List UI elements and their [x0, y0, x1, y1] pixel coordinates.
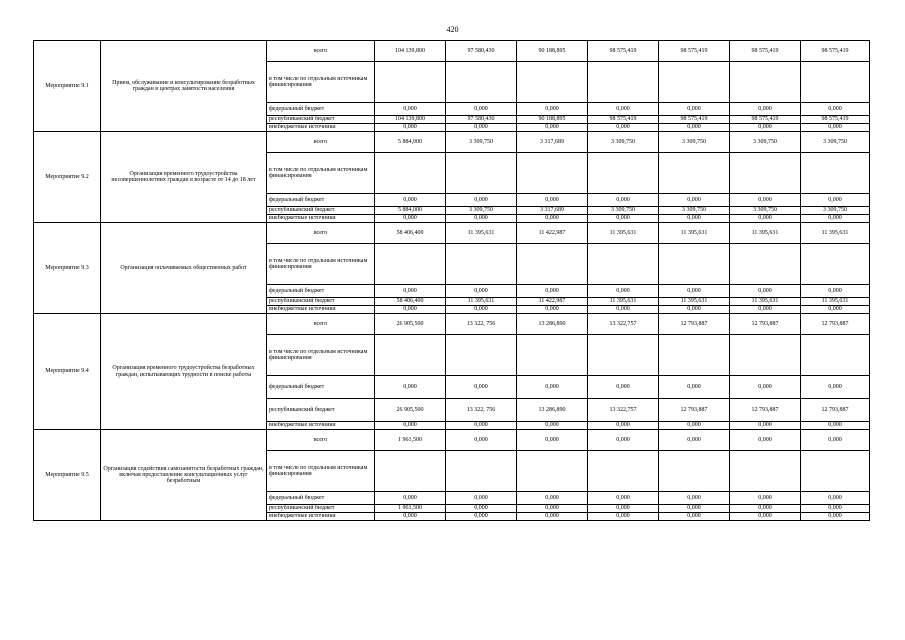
- amount-cell: 98 575,419: [730, 116, 801, 124]
- amount-cell: 0,000: [801, 430, 870, 451]
- amount-cell: 13 286,890: [517, 314, 588, 335]
- amount-cell: 0,000: [446, 492, 517, 505]
- funding-source-label: всего: [267, 223, 375, 244]
- amount-cell: 3 309,750: [801, 207, 870, 215]
- amount-cell: 0,000: [446, 103, 517, 116]
- table-row: [34, 430, 870, 451]
- amount-cell: 90 188,895: [517, 116, 588, 124]
- empty-cell: [659, 244, 730, 285]
- amount-cell: 0,000: [446, 306, 517, 314]
- amount-cell: 12 793,887: [801, 314, 870, 335]
- amount-cell: 13 322, 756: [446, 314, 517, 335]
- amount-cell: 0,000: [801, 103, 870, 116]
- amount-cell: 0,000: [801, 422, 870, 430]
- amount-cell: 0,000: [446, 422, 517, 430]
- amount-cell: 0,000: [730, 124, 801, 132]
- amount-cell: 3 317,689: [517, 132, 588, 153]
- empty-cell: [801, 153, 870, 194]
- amount-cell: 0,000: [659, 215, 730, 223]
- funding-source-label: федеральный бюджет: [267, 194, 375, 207]
- table-row: [34, 41, 870, 62]
- amount-cell: 0,000: [588, 422, 659, 430]
- empty-cell: [446, 153, 517, 194]
- empty-cell: [801, 335, 870, 376]
- page-number: 420: [446, 25, 459, 34]
- amount-cell: 26 905,500: [375, 314, 446, 335]
- funding-source-label: в том числе по отдельным источникам финансирования: [267, 335, 375, 376]
- amount-cell: 0,000: [588, 194, 659, 207]
- empty-cell: [730, 451, 801, 492]
- amount-cell: 3 309,750: [588, 207, 659, 215]
- amount-cell: 11 395,631: [588, 223, 659, 244]
- amount-cell: 11 395,631: [659, 298, 730, 306]
- amount-cell: 98 575,419: [730, 41, 801, 62]
- amount-cell: 0,000: [801, 505, 870, 513]
- amount-cell: 0,000: [446, 376, 517, 399]
- amount-cell: 0,000: [730, 422, 801, 430]
- empty-cell: [517, 153, 588, 194]
- amount-cell: 0,000: [446, 194, 517, 207]
- empty-cell: [588, 62, 659, 103]
- amount-cell: 0,000: [588, 376, 659, 399]
- amount-cell: 104 139,800: [375, 116, 446, 124]
- amount-cell: 104 139,800: [375, 41, 446, 62]
- amount-cell: 0,000: [730, 194, 801, 207]
- amount-cell: 3 309,750: [446, 207, 517, 215]
- amount-cell: 0,000: [801, 492, 870, 505]
- amount-cell: 13 322,757: [588, 399, 659, 422]
- funding-source-label: республиканский бюджет: [267, 505, 375, 513]
- amount-cell: 0,000: [730, 215, 801, 223]
- amount-cell: 0,000: [659, 505, 730, 513]
- amount-cell: 0,000: [730, 492, 801, 505]
- empty-cell: [446, 244, 517, 285]
- amount-cell: 0,000: [588, 505, 659, 513]
- amount-cell: 0,000: [659, 492, 730, 505]
- amount-cell: 12 793,887: [730, 314, 801, 335]
- amount-cell: 97 580,430: [446, 116, 517, 124]
- empty-cell: [730, 153, 801, 194]
- amount-cell: 11 395,631: [801, 223, 870, 244]
- empty-cell: [801, 62, 870, 103]
- amount-cell: 98 575,419: [801, 41, 870, 62]
- measure-description: Организация оплачиваемых общественных работ: [101, 223, 267, 314]
- amount-cell: 0,000: [517, 124, 588, 132]
- funding-source-label: внебюджетные источники: [267, 215, 375, 223]
- empty-cell: [730, 62, 801, 103]
- amount-cell: 5 884,000: [375, 207, 446, 215]
- table-row: [34, 132, 870, 153]
- empty-cell: [659, 451, 730, 492]
- empty-cell: [801, 244, 870, 285]
- empty-cell: [588, 451, 659, 492]
- empty-cell: [517, 451, 588, 492]
- amount-cell: 98 575,419: [659, 116, 730, 124]
- measure-description: Организация содействия самозанятости безработных граждан, включая предоставление консультационных услуг безработным: [101, 430, 267, 521]
- amount-cell: 26 905,500: [375, 399, 446, 422]
- amount-cell: 0,000: [517, 376, 588, 399]
- amount-cell: 0,000: [801, 376, 870, 399]
- amount-cell: 0,000: [801, 306, 870, 314]
- empty-cell: [730, 335, 801, 376]
- funding-source-label: республиканский бюджет: [267, 399, 375, 422]
- amount-cell: 0,000: [517, 492, 588, 505]
- empty-cell: [446, 335, 517, 376]
- amount-cell: 5 884,000: [375, 132, 446, 153]
- amount-cell: 11 395,631: [446, 223, 517, 244]
- amount-cell: 0,000: [446, 505, 517, 513]
- amount-cell: 0,000: [517, 306, 588, 314]
- empty-cell: [375, 244, 446, 285]
- amount-cell: 0,000: [517, 285, 588, 298]
- amount-cell: 98 575,419: [588, 41, 659, 62]
- amount-cell: 0,000: [375, 124, 446, 132]
- funding-source-label: федеральный бюджет: [267, 492, 375, 505]
- amount-cell: 0,000: [375, 376, 446, 399]
- amount-cell: 0,000: [375, 215, 446, 223]
- measure-name: Мероприятие 9.4: [34, 314, 101, 430]
- amount-cell: 3 309,750: [588, 132, 659, 153]
- amount-cell: 11 395,631: [446, 298, 517, 306]
- amount-cell: 11 395,631: [588, 298, 659, 306]
- budget-table: [33, 40, 870, 521]
- funding-source-label: всего: [267, 314, 375, 335]
- funding-source-label: всего: [267, 132, 375, 153]
- empty-cell: [588, 335, 659, 376]
- funding-source-label: всего: [267, 430, 375, 451]
- funding-source-label: внебюджетные источники: [267, 306, 375, 314]
- empty-cell: [730, 244, 801, 285]
- empty-cell: [659, 335, 730, 376]
- amount-cell: 0,000: [588, 124, 659, 132]
- amount-cell: 0,000: [730, 376, 801, 399]
- amount-cell: 0,000: [659, 422, 730, 430]
- amount-cell: 0,000: [659, 194, 730, 207]
- empty-cell: [588, 244, 659, 285]
- funding-source-label: в том числе по отдельным источникам финансирования: [267, 62, 375, 103]
- amount-cell: 11 422,987: [517, 298, 588, 306]
- amount-cell: 12 793,887: [659, 314, 730, 335]
- amount-cell: 0,000: [375, 103, 446, 116]
- amount-cell: 0,000: [588, 306, 659, 314]
- funding-source-label: республиканский бюджет: [267, 298, 375, 306]
- amount-cell: 3 309,750: [659, 132, 730, 153]
- amount-cell: 0,000: [659, 376, 730, 399]
- empty-cell: [517, 244, 588, 285]
- amount-cell: 0,000: [517, 215, 588, 223]
- empty-cell: [517, 335, 588, 376]
- amount-cell: 0,000: [801, 194, 870, 207]
- amount-cell: 0,000: [730, 430, 801, 451]
- funding-source-label: республиканский бюджет: [267, 116, 375, 124]
- empty-cell: [659, 62, 730, 103]
- measure-name: Мероприятие 9.3: [34, 223, 101, 314]
- amount-cell: 0,000: [588, 513, 659, 521]
- amount-cell: 0,000: [730, 285, 801, 298]
- amount-cell: 98 575,419: [801, 116, 870, 124]
- amount-cell: 0,000: [517, 513, 588, 521]
- amount-cell: 1 961,500: [375, 430, 446, 451]
- amount-cell: 98 575,419: [588, 116, 659, 124]
- measure-name: Мероприятие 9.5: [34, 430, 101, 521]
- measure-description: Прием, обслуживание и консультирование безработных граждан в центрах занятости населения: [101, 41, 267, 132]
- amount-cell: 0,000: [517, 103, 588, 116]
- funding-source-label: федеральный бюджет: [267, 376, 375, 399]
- amount-cell: 0,000: [375, 422, 446, 430]
- amount-cell: 12 793,887: [801, 399, 870, 422]
- funding-source-label: в том числе по отдельным источникам финансирования: [267, 153, 375, 194]
- amount-cell: 0,000: [801, 215, 870, 223]
- amount-cell: 0,000: [659, 285, 730, 298]
- empty-cell: [375, 153, 446, 194]
- amount-cell: 0,000: [659, 430, 730, 451]
- amount-cell: 0,000: [446, 513, 517, 521]
- amount-cell: 0,000: [375, 194, 446, 207]
- amount-cell: 3 317,689: [517, 207, 588, 215]
- amount-cell: 58 406,400: [375, 223, 446, 244]
- amount-cell: 0,000: [801, 285, 870, 298]
- amount-cell: 0,000: [375, 492, 446, 505]
- amount-cell: 0,000: [659, 103, 730, 116]
- funding-source-label: всего: [267, 41, 375, 62]
- amount-cell: 13 322, 756: [446, 399, 517, 422]
- empty-cell: [801, 451, 870, 492]
- amount-cell: 0,000: [801, 124, 870, 132]
- funding-source-label: в том числе по отдельным источникам финансирования: [267, 244, 375, 285]
- amount-cell: 3 309,750: [801, 132, 870, 153]
- empty-cell: [375, 451, 446, 492]
- amount-cell: 0,000: [588, 430, 659, 451]
- amount-cell: 0,000: [659, 124, 730, 132]
- amount-cell: 0,000: [446, 285, 517, 298]
- amount-cell: 11 395,631: [801, 298, 870, 306]
- funding-source-label: республиканский бюджет: [267, 207, 375, 215]
- amount-cell: 0,000: [659, 513, 730, 521]
- funding-source-label: внебюджетные источники: [267, 124, 375, 132]
- table-row: [34, 314, 870, 335]
- amount-cell: 11 422,987: [517, 223, 588, 244]
- funding-source-label: внебюджетные источники: [267, 513, 375, 521]
- amount-cell: 11 395,631: [730, 298, 801, 306]
- measure-name: Мероприятие 9.1: [34, 41, 101, 132]
- amount-cell: 12 793,887: [659, 399, 730, 422]
- amount-cell: 98 575,419: [659, 41, 730, 62]
- table-row: [34, 223, 870, 244]
- amount-cell: 12 793,887: [730, 399, 801, 422]
- funding-source-label: в том числе по отдельным источникам финансирования: [267, 451, 375, 492]
- empty-cell: [375, 62, 446, 103]
- amount-cell: 11 395,631: [730, 223, 801, 244]
- amount-cell: 0,000: [375, 306, 446, 314]
- amount-cell: 3 309,750: [730, 132, 801, 153]
- measure-description: Организация временного трудоустройства безработных граждан, испытывающих трудности в поиске работы: [101, 314, 267, 430]
- funding-source-label: федеральный бюджет: [267, 285, 375, 298]
- amount-cell: 0,000: [517, 505, 588, 513]
- amount-cell: 0,000: [730, 103, 801, 116]
- funding-source-label: внебюджетные источники: [267, 422, 375, 430]
- amount-cell: 90 188,895: [517, 41, 588, 62]
- empty-cell: [375, 335, 446, 376]
- amount-cell: 0,000: [588, 103, 659, 116]
- amount-cell: 0,000: [517, 194, 588, 207]
- measure-name: Мероприятие 9.2: [34, 132, 101, 223]
- amount-cell: 0,000: [588, 285, 659, 298]
- amount-cell: 0,000: [801, 513, 870, 521]
- amount-cell: 58 406,400: [375, 298, 446, 306]
- amount-cell: 0,000: [517, 422, 588, 430]
- amount-cell: 0,000: [730, 505, 801, 513]
- amount-cell: 11 395,631: [659, 223, 730, 244]
- amount-cell: 1 961,500: [375, 505, 446, 513]
- empty-cell: [446, 451, 517, 492]
- amount-cell: 3 309,750: [446, 132, 517, 153]
- amount-cell: 0,000: [659, 306, 730, 314]
- funding-source-label: федеральный бюджет: [267, 103, 375, 116]
- empty-cell: [446, 62, 517, 103]
- empty-cell: [659, 153, 730, 194]
- amount-cell: 0,000: [446, 430, 517, 451]
- amount-cell: 0,000: [588, 215, 659, 223]
- amount-cell: 0,000: [730, 306, 801, 314]
- empty-cell: [517, 62, 588, 103]
- amount-cell: 3 309,750: [730, 207, 801, 215]
- amount-cell: 0,000: [446, 124, 517, 132]
- amount-cell: 13 322,757: [588, 314, 659, 335]
- amount-cell: 0,000: [588, 492, 659, 505]
- amount-cell: 0,000: [446, 215, 517, 223]
- amount-cell: 0,000: [375, 285, 446, 298]
- amount-cell: 97 580,430: [446, 41, 517, 62]
- amount-cell: 0,000: [730, 513, 801, 521]
- amount-cell: 0,000: [517, 430, 588, 451]
- amount-cell: 0,000: [375, 513, 446, 521]
- empty-cell: [588, 153, 659, 194]
- amount-cell: 13 286,890: [517, 399, 588, 422]
- amount-cell: 3 309,750: [659, 207, 730, 215]
- measure-description: Организация временного трудоустройства несовершеннолетних граждан в возрасте от 14 до 18 лет: [101, 132, 267, 223]
